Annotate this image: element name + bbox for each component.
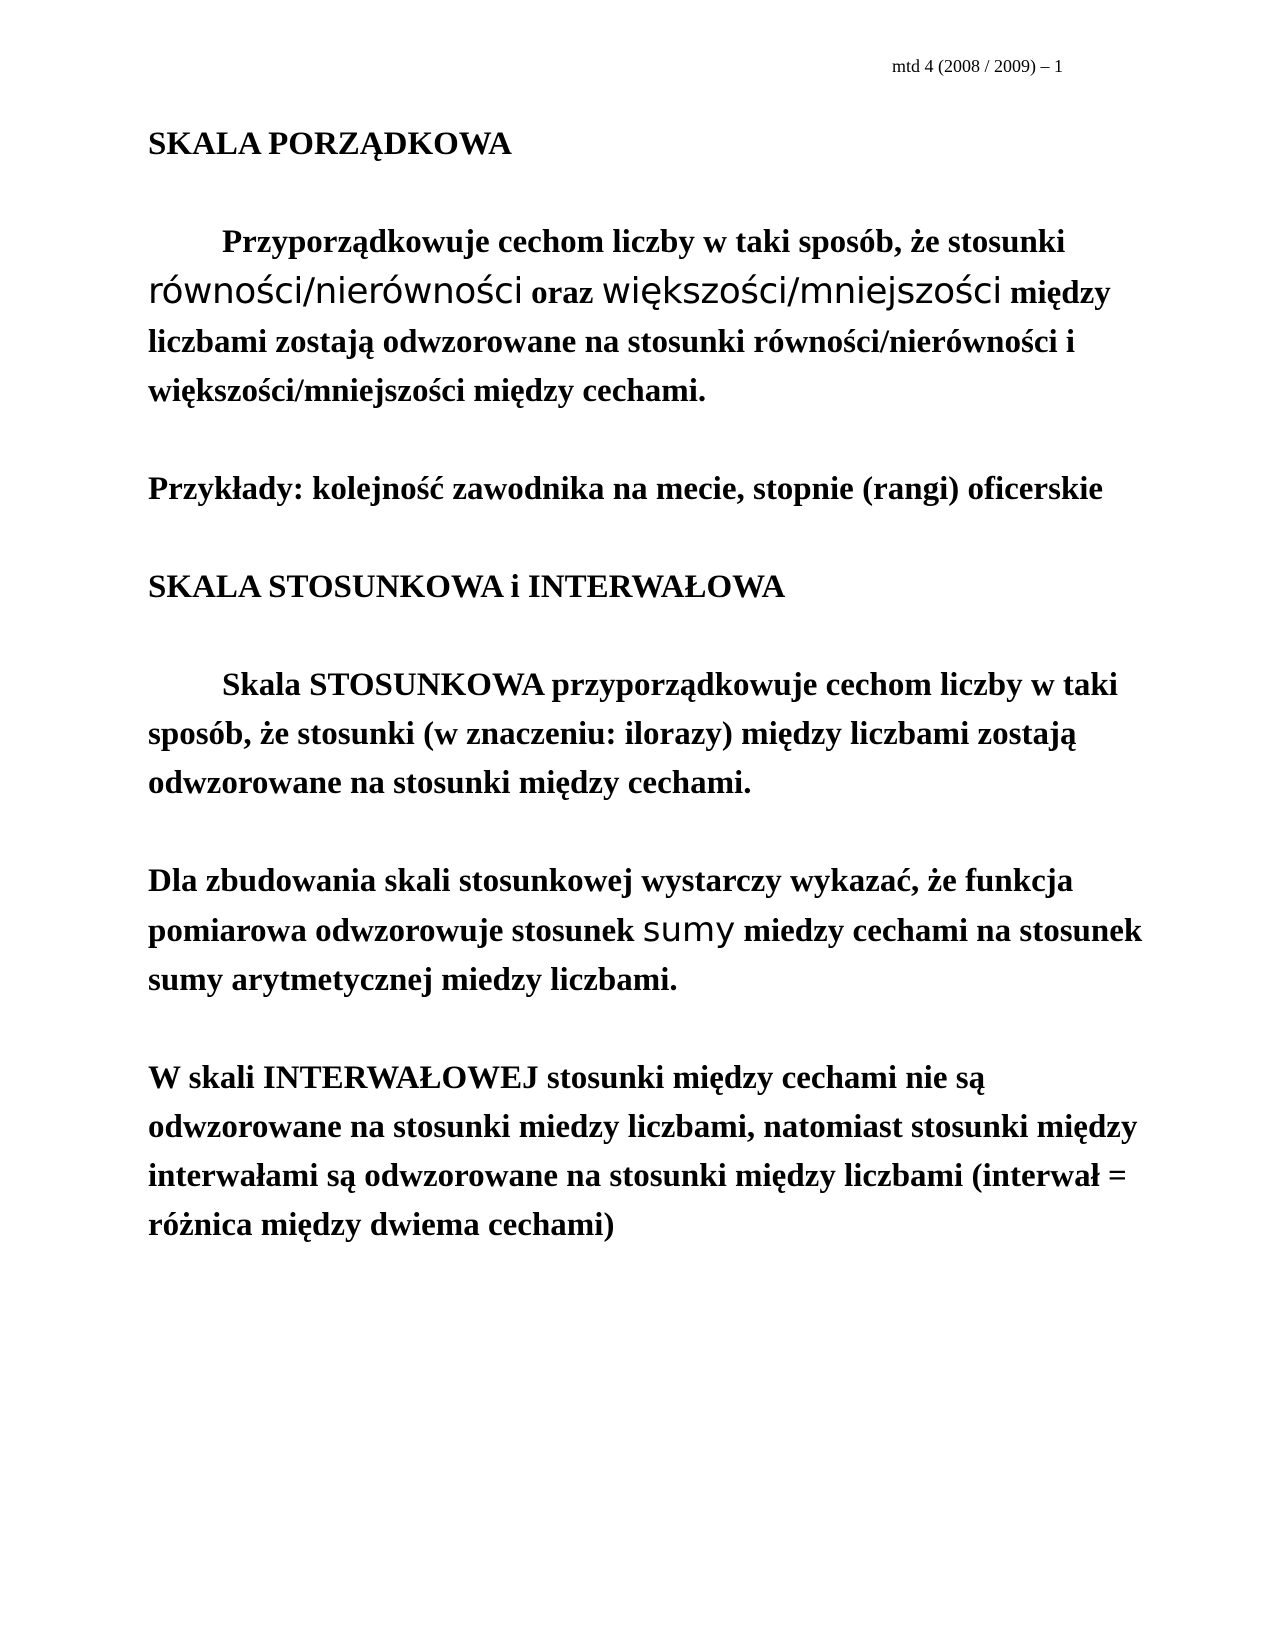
text-segment: miedzy cechami na stosunek sumy arytmetycznej miedzy liczbami. (148, 913, 1143, 998)
paragraph-ratio-construction (148, 857, 1158, 1005)
text-segment: między liczbami zostają odwzorowane na stosunki równości/nierówności i większości/mniejszości między cechami. (148, 275, 1111, 409)
document-body (148, 120, 1158, 1299)
emphasis-sum: sumy (642, 910, 736, 950)
section-heading-ratio-interval-scale: SKALA STOSUNKOWA i INTERWAŁOWA (148, 569, 786, 605)
paragraph-ratio-definition: Skala STOSUNKOWA przyporządkowuje cechom liczby w taki sposób, że stosunki (w znaczeniu: ilorazy) między liczbami zostają odwzorowane na stosunki między cechami. (148, 667, 1118, 801)
paragraph-ordinal-definition (148, 218, 1158, 416)
text-segment: Dla zbudowania skali stosunkowej wystarczy wykazać, że funkcja pomiarowa odwzorowuje stosunek (148, 863, 1074, 949)
emphasis-equality: równości/nierówności (148, 271, 523, 312)
paragraph-interval-definition: W skali INTERWAŁOWEJ stosunki między cechami nie są odwzorowane na stosunki miedzy liczbami, natomiast stosunki między interwałami są odwzorowane na stosunki między liczbami (interwał = różnica między dwiema cechami) (148, 1060, 1138, 1243)
emphasis-greater-less: większości/mniejszości (601, 271, 1002, 312)
text-segment: oraz (522, 275, 602, 311)
paragraph-ordinal-examples: Przykłady: kolejność zawodnika na mecie, stopnie (rangi) oficerskie (148, 471, 1104, 507)
text-segment: Przyporządkowuje cechom liczby w taki sposób, że stosunki (222, 224, 1066, 260)
section-heading-ordinal-scale: SKALA PORZĄDKOWA (148, 126, 512, 162)
page-header: mtd 4 (2008 / 2009) – 1 (892, 56, 1063, 76)
